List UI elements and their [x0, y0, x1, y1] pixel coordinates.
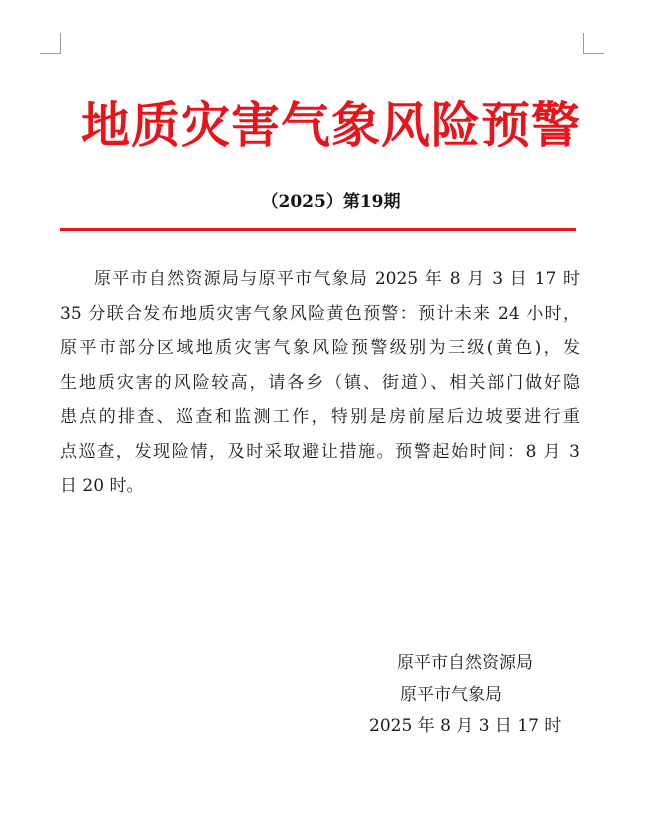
body-line: 原平市部分区域地质灾害气象风险预警级别为三级(黄色)，发 — [60, 338, 580, 358]
body-line: 35 分联合发布地质灾害气象风险黄色预警：预计未来 24 小时， — [60, 303, 580, 324]
signature-org-natural-resources: 原平市自然资源局 — [397, 653, 533, 673]
document-title: 地质灾害气象风险预警 — [80, 96, 581, 154]
body-line: 点巡查，发现险情，及时采取避让措施。预警起始时间：8 月 3 — [60, 441, 580, 462]
crop-mark-top-right — [583, 33, 604, 54]
body-paragraph — [60, 262, 580, 504]
issue-number: （2025）第19期 — [261, 192, 401, 212]
crop-mark-top-left — [40, 33, 61, 54]
body-line: 原平市自然资源局与原平市气象局 2025 年 8 月 3 日 17 时 — [94, 269, 580, 289]
body-line: 生地质灾害的风险较高，请各乡（镇、街道）、相关部门做好隐 — [60, 372, 580, 393]
body-line: 患点的排查、巡查和监测工作，特别是房前屋后边坡要进行重 — [60, 407, 580, 427]
signature-date: 2025 年 8 月 3 日 17 时 — [369, 716, 562, 736]
signature-org-meteorology: 原平市气象局 — [400, 685, 502, 705]
red-divider-line — [60, 228, 576, 231]
body-line: 日 20 时。 — [60, 476, 144, 496]
